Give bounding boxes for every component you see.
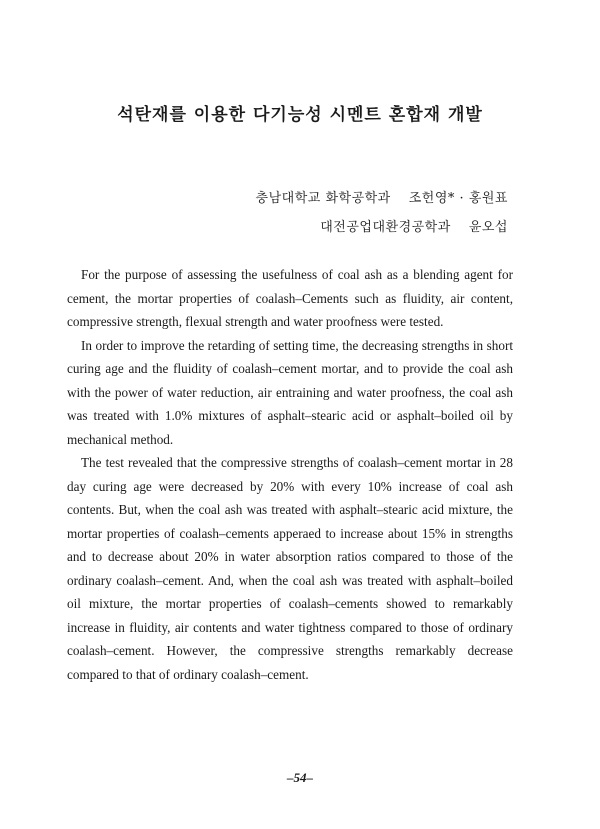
abstract-paragraph-3: The test revealed that the compressive strengths of coalash–cement mortar in 28 day curing age were decreased by 20% with every 10% increase of coal ash contents. But, when the coal ash was treated with asphalt–stearic acid mixture, the mortar properties of coalash–cements apperaed to increase about 15% in strengths and to decrease about 20% in water absorption ratios compared to those of the ordinary coalash–cement. And, when the coal ash was treated with asphalt–boiled oil mixture, the mortar properties of coalash–cements showed to remarkably increase in fluidity, air contents and water tightness compared to those of ordinary coalash–cement. However, the compressive strengths remarkably decrease compared to that of ordinary coalash–cement. [67, 455, 513, 682]
abstract-body [67, 263, 513, 686]
page-number: –54– [287, 770, 313, 785]
author-line-2 [320, 216, 508, 235]
author-affiliation: 충남대학교 화학공학과 [255, 191, 391, 206]
author-line-1 [256, 187, 508, 206]
abstract-paragraph-2: In order to improve the retarding of setting time, the decreasing strengths in short curing age and the fluidity of coalash–cement mortar, and to provide the coal ash with the power of water reduction, air entraining and water proofness, the coal ash was treated with 1.0% mixtures of asphalt–stearic acid or asphalt–boiled oil by mechanical method. [67, 337, 513, 447]
author-names: 조헌영* · 홍원표 [408, 191, 508, 206]
author-affiliation: 대전공업대환경공학과 [320, 220, 451, 235]
abstract-paragraph-1: For the purpose of assessing the usefulness of coal ash as a blending agent for cement, the mortar properties of coalash–Cements such as fluidity, air content, compressive strength, flexual strength and water proofness were tested. [67, 267, 513, 329]
author-names: 윤오섭 [468, 220, 508, 235]
paper-title: 석탄재를 이용한 다기능성 시멘트 혼합재 개발 [117, 105, 483, 125]
